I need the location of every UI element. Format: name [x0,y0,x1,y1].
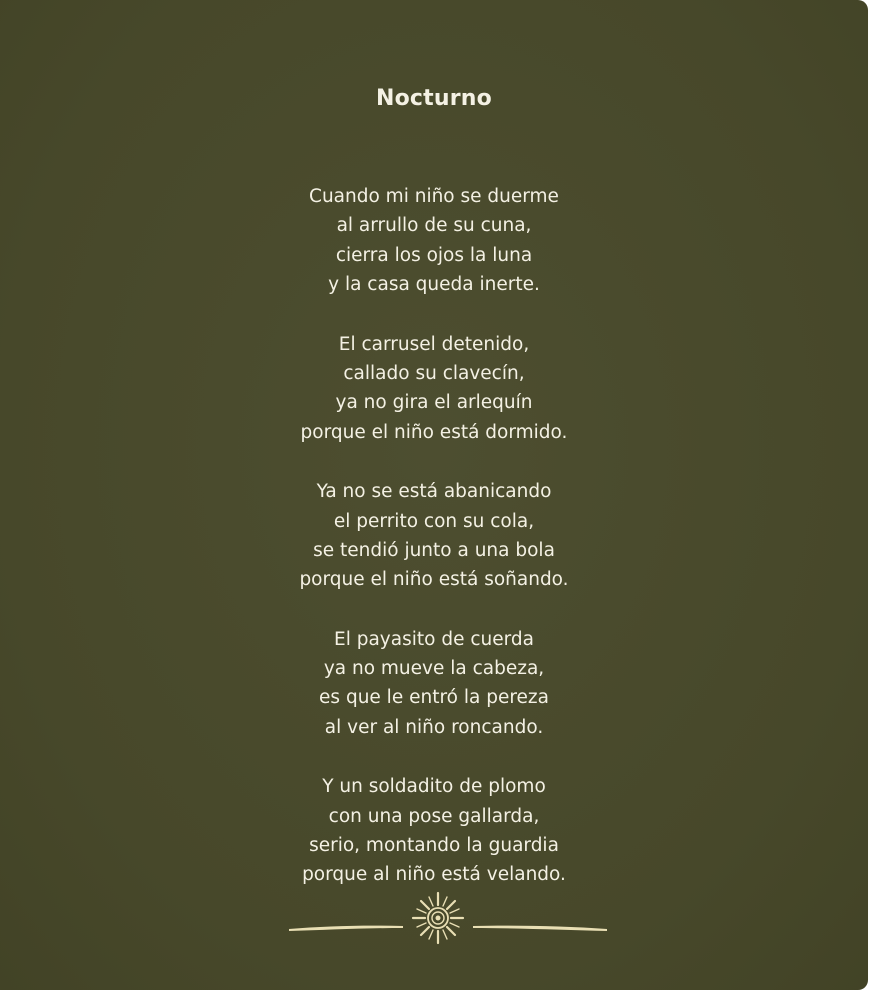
poem-body [0,182,868,920]
poem-line: porque el niño está dormido. [300,421,568,443]
poem-line: al arrullo de su cuna, [336,215,532,237]
stanza-1 [0,182,868,300]
poem-title: Nocturno [376,86,492,111]
poem-line: serio, montando la guardia [309,835,559,857]
poem-line: al ver al niño roncando. [324,716,544,738]
divider-line-left [289,926,403,931]
stanza-3 [0,477,868,595]
stanza-2 [0,330,868,448]
sun-emblem [413,893,463,943]
poem-line: El payasito de cuerda [334,628,534,650]
poem-line: porque el niño está soñando. [299,569,569,591]
poem-line: el perrito con su cola, [333,510,535,532]
poem-line: porque al niño está velando. [302,864,566,886]
stanza-5 [0,772,868,890]
poem-line: con una pose gallarda, [328,805,540,827]
poem-line: y la casa queda inerte. [328,274,540,296]
poem-line: Cuando mi niño se duerme [309,186,559,207]
poem-line: Ya no se está abanicando [316,481,552,503]
poem-line: cierra los ojos la luna [335,244,533,266]
sun-divider-icon [285,888,610,948]
divider-line-right [473,926,607,931]
stanza-4 [0,625,868,743]
poem-line: Y un soldadito de plomo [322,776,546,798]
poem-line: El carrusel detenido, [338,333,530,355]
poem-line: es que le entró la pereza [319,687,549,709]
poem-line: callado su clavecín, [343,362,525,384]
poem-line: se tendió junto a una bola [313,539,555,561]
poem-line: ya no gira el arlequín [335,392,533,414]
poem-line: ya no mueve la cabeza, [323,658,545,680]
